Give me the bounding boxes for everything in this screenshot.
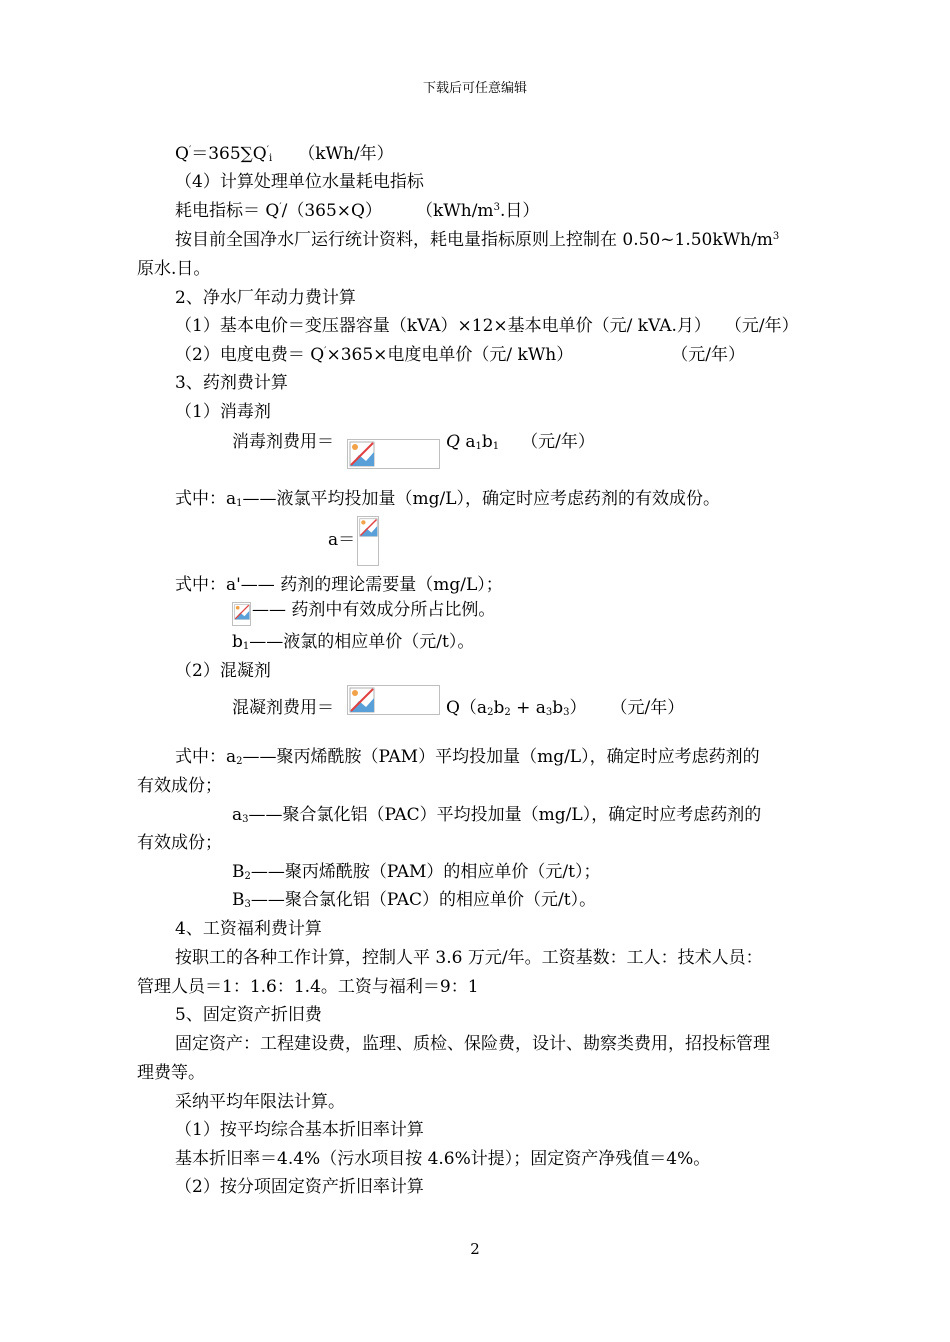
page-number: 2 <box>470 1240 480 1258</box>
where-a-prime: 式中：a'—— 药剂的理论需要量（mg/L）； <box>175 575 503 595</box>
where-a1: 式中：$a_1——$液氯平均投加量（mg/L），确定时应考虑药剂的有效成份。 <box>175 489 721 509</box>
paragraph-depreciation-rate: 基本折旧率＝4.4%（污水项目按 4.6%计提）；固定资产净残值＝4%。 <box>175 1149 711 1169</box>
paragraph-continuation: 原水.日。 <box>137 259 211 279</box>
where-b1: $b_1——$液氯的相应单价（元/t）。 <box>232 632 475 652</box>
where-a3-continuation: 有效成份； <box>137 833 222 853</box>
paragraph-method: 采纳平均年限法计算。 <box>175 1092 345 1112</box>
section-2-heading: 2、净水厂年动力费计算 <box>175 288 356 308</box>
section-4-heading: 4、工资福利费计算 <box>175 919 322 939</box>
subsection-average-rate: （1）按平均综合基本折旧率计算 <box>175 1120 424 1140</box>
step-4-heading: （4）计算处理单位水量耗电指标 <box>175 172 424 192</box>
broken-image-icon <box>232 602 251 626</box>
where-a2-continuation: 有效成份； <box>137 776 222 796</box>
formula-power-index: 耗电指标＝ Q′/（365×Q） （$kWh/m^3$.日） <box>175 201 540 221</box>
where-ratio: —— 药剂中有效成分所占比例。 <box>252 600 496 620</box>
broken-image-icon <box>347 685 440 715</box>
paragraph-wages-continuation: 管理人员＝1：1.6：1.4。工资与福利＝9：1 <box>137 977 479 997</box>
formula-disinfectant-label: 消毒剂费用＝ <box>232 432 334 452</box>
section-5-heading: 5、固定资产折旧费 <box>175 1005 322 1025</box>
broken-image-icon <box>357 516 379 566</box>
section-3-heading: 3、药剂费计算 <box>175 373 288 393</box>
paragraph-fixed-assets-continuation: 理费等。 <box>137 1063 205 1083</box>
subsection-coagulant: （2）混凝剂 <box>175 661 271 681</box>
paragraph-power-index-range: 按目前全国净水厂运行统计资料，耗电量指标原则上控制在 $0.50\sim 1.50kWh/m^3$ <box>175 230 780 250</box>
formula-q-annual: $Q'=365\sum Q'_i$ （kWh/年） <box>175 144 394 164</box>
formula-basic-price: （1）基本电价＝变压器容量（kVA）×12×基本电单价（元/ kVA.月） （元/年） <box>175 316 799 336</box>
where-a3: $a_3——$聚合氯化铝（PAC）平均投加量（mg/L），确定时应考虑药剂的 <box>232 805 762 825</box>
subsection-itemized-rate: （2）按分项固定资产折旧率计算 <box>175 1177 424 1197</box>
formula-energy-fee: （2）电度电费＝ Q′×365×电度电单价（元/ kWh） （元/年） <box>175 345 745 365</box>
where-b3: $B_3——$聚合氯化铝（PAC）的相应单价（元/t）。 <box>232 890 597 910</box>
page-header: 下载后可任意编辑 <box>422 81 527 96</box>
formula-coagulant-rhs: $Q(a_2b_2 + a_3b_3)$ （元/年） <box>446 698 685 718</box>
formula-coagulant-label: 混凝剂费用＝ <box>232 698 334 718</box>
where-a2: 式中：$a_2——$聚丙烯酰胺（PAM）平均投加量（mg/L），确定时应考虑药剂的 <box>175 747 760 767</box>
where-b2: $B_2——$聚丙烯酰胺（PAM）的相应单价（元/t）； <box>232 862 601 882</box>
paragraph-fixed-assets: 固定资产：工程建设费，监理、质检、保险费，设计、勘察类费用，招投标管理 <box>175 1034 770 1054</box>
formula-disinfectant-rhs: Q $a_1b_1$ （元/年） <box>446 432 595 452</box>
paragraph-wages: 按职工的各种工作计算，控制人平 3.6 万元/年。工资基数：工人：技术人员： <box>175 948 763 968</box>
formula-a: a＝ <box>328 530 356 550</box>
broken-image-icon <box>347 439 440 469</box>
subsection-disinfectant: （1）消毒剂 <box>175 402 271 422</box>
